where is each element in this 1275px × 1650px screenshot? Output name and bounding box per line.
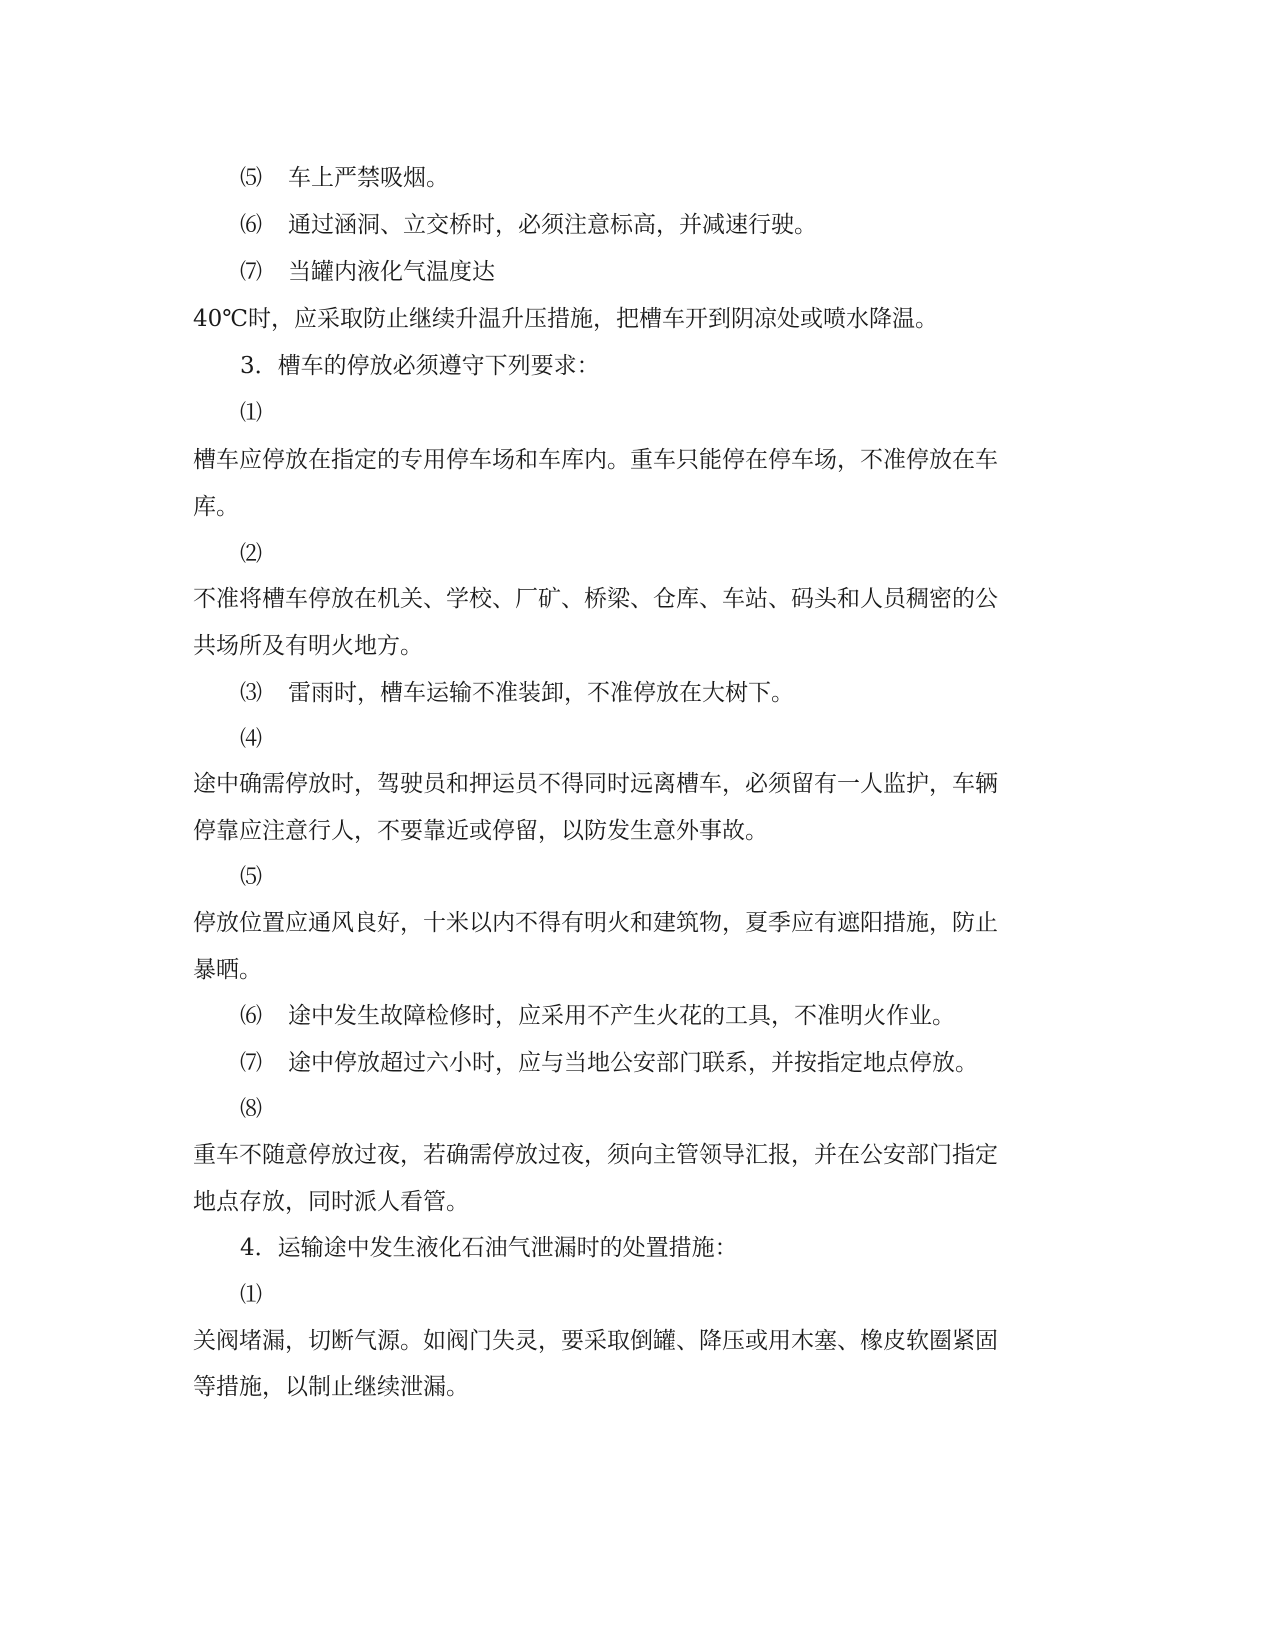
paragraph-line: 停靠应注意行人，不要靠近或停留，以防发生意外事故。 bbox=[193, 818, 768, 844]
item-number: ⑵ bbox=[240, 542, 263, 567]
item-number: ⑹ bbox=[240, 1004, 263, 1029]
item-number: ⑶ bbox=[240, 681, 263, 706]
paragraph-line: 途中确需停放时，驾驶员和押运员不得同时远离槽车，必须留有一人监护，车辆 bbox=[193, 771, 998, 797]
list-item bbox=[240, 678, 1120, 709]
paragraph-line: 40℃时，应采取防止继续升温升压措施，把槽车开到阴凉处或喷水降温。 bbox=[193, 306, 938, 332]
paragraph-line: 共场所及有明火地方。 bbox=[193, 633, 423, 659]
item-text: 雷雨时，槽车运输不准装卸，不准停放在大树下。 bbox=[288, 680, 795, 706]
item-text: 通过涵洞、立交桥时，必须注意标高，并减速行驶。 bbox=[288, 212, 818, 238]
item-number: ⑸ bbox=[240, 865, 263, 890]
item-text: 途中停放超过六小时，应与当地公安部门联系，并按指定地点停放。 bbox=[288, 1050, 979, 1076]
item-number: ⑸ bbox=[240, 166, 263, 191]
list-item bbox=[240, 210, 1120, 241]
item-number: ⑷ bbox=[240, 727, 263, 752]
paragraph-line: 等措施，以制止继续泄漏。 bbox=[193, 1374, 469, 1400]
paragraph-line: 库。 bbox=[193, 494, 239, 520]
item-text: 车上严禁吸烟。 bbox=[288, 165, 450, 191]
paragraph-line: 暴晒。 bbox=[193, 957, 262, 983]
item-number: ⑺ bbox=[240, 260, 263, 285]
paragraph-line: 槽车应停放在指定的专用停车场和车库内。重车只能停在停车场，不准停放在车 bbox=[193, 447, 998, 473]
list-item bbox=[240, 163, 1120, 194]
item-number: ⑺ bbox=[240, 1051, 263, 1076]
item-number: ⑴ bbox=[240, 401, 263, 426]
item-text: 途中发生故障检修时，应采用不产生火花的工具，不准明火作业。 bbox=[288, 1003, 956, 1029]
paragraph-line: 不准将槽车停放在机关、学校、厂矿、桥梁、仓库、车站、码头和人员稠密的公 bbox=[193, 586, 998, 612]
list-item bbox=[240, 1001, 1120, 1032]
paragraph-line: 地点存放，同时派人看管。 bbox=[193, 1189, 469, 1215]
item-number: ⑻ bbox=[240, 1097, 263, 1122]
paragraph-line: 重车不随意停放过夜，若确需停放过夜，须向主管领导汇报，并在公安部门指定 bbox=[193, 1142, 998, 1168]
section-heading: 3．槽车的停放必须遵守下列要求： bbox=[240, 353, 600, 379]
paragraph-line: 关阀堵漏，切断气源。如阀门失灵，要采取倒罐、降压或用木塞、橡皮软圈紧固 bbox=[193, 1328, 998, 1354]
item-text: 当罐内液化气温度达 bbox=[288, 259, 496, 285]
section-heading: 4．运输途中发生液化石油气泄漏时的处置措施： bbox=[240, 1235, 738, 1261]
list-item bbox=[240, 1048, 1120, 1079]
item-number: ⑴ bbox=[240, 1283, 263, 1308]
list-item bbox=[240, 257, 1120, 288]
item-number: ⑹ bbox=[240, 213, 263, 238]
paragraph-line: 停放位置应通风良好，十米以内不得有明火和建筑物，夏季应有遮阳措施，防止 bbox=[193, 910, 998, 936]
